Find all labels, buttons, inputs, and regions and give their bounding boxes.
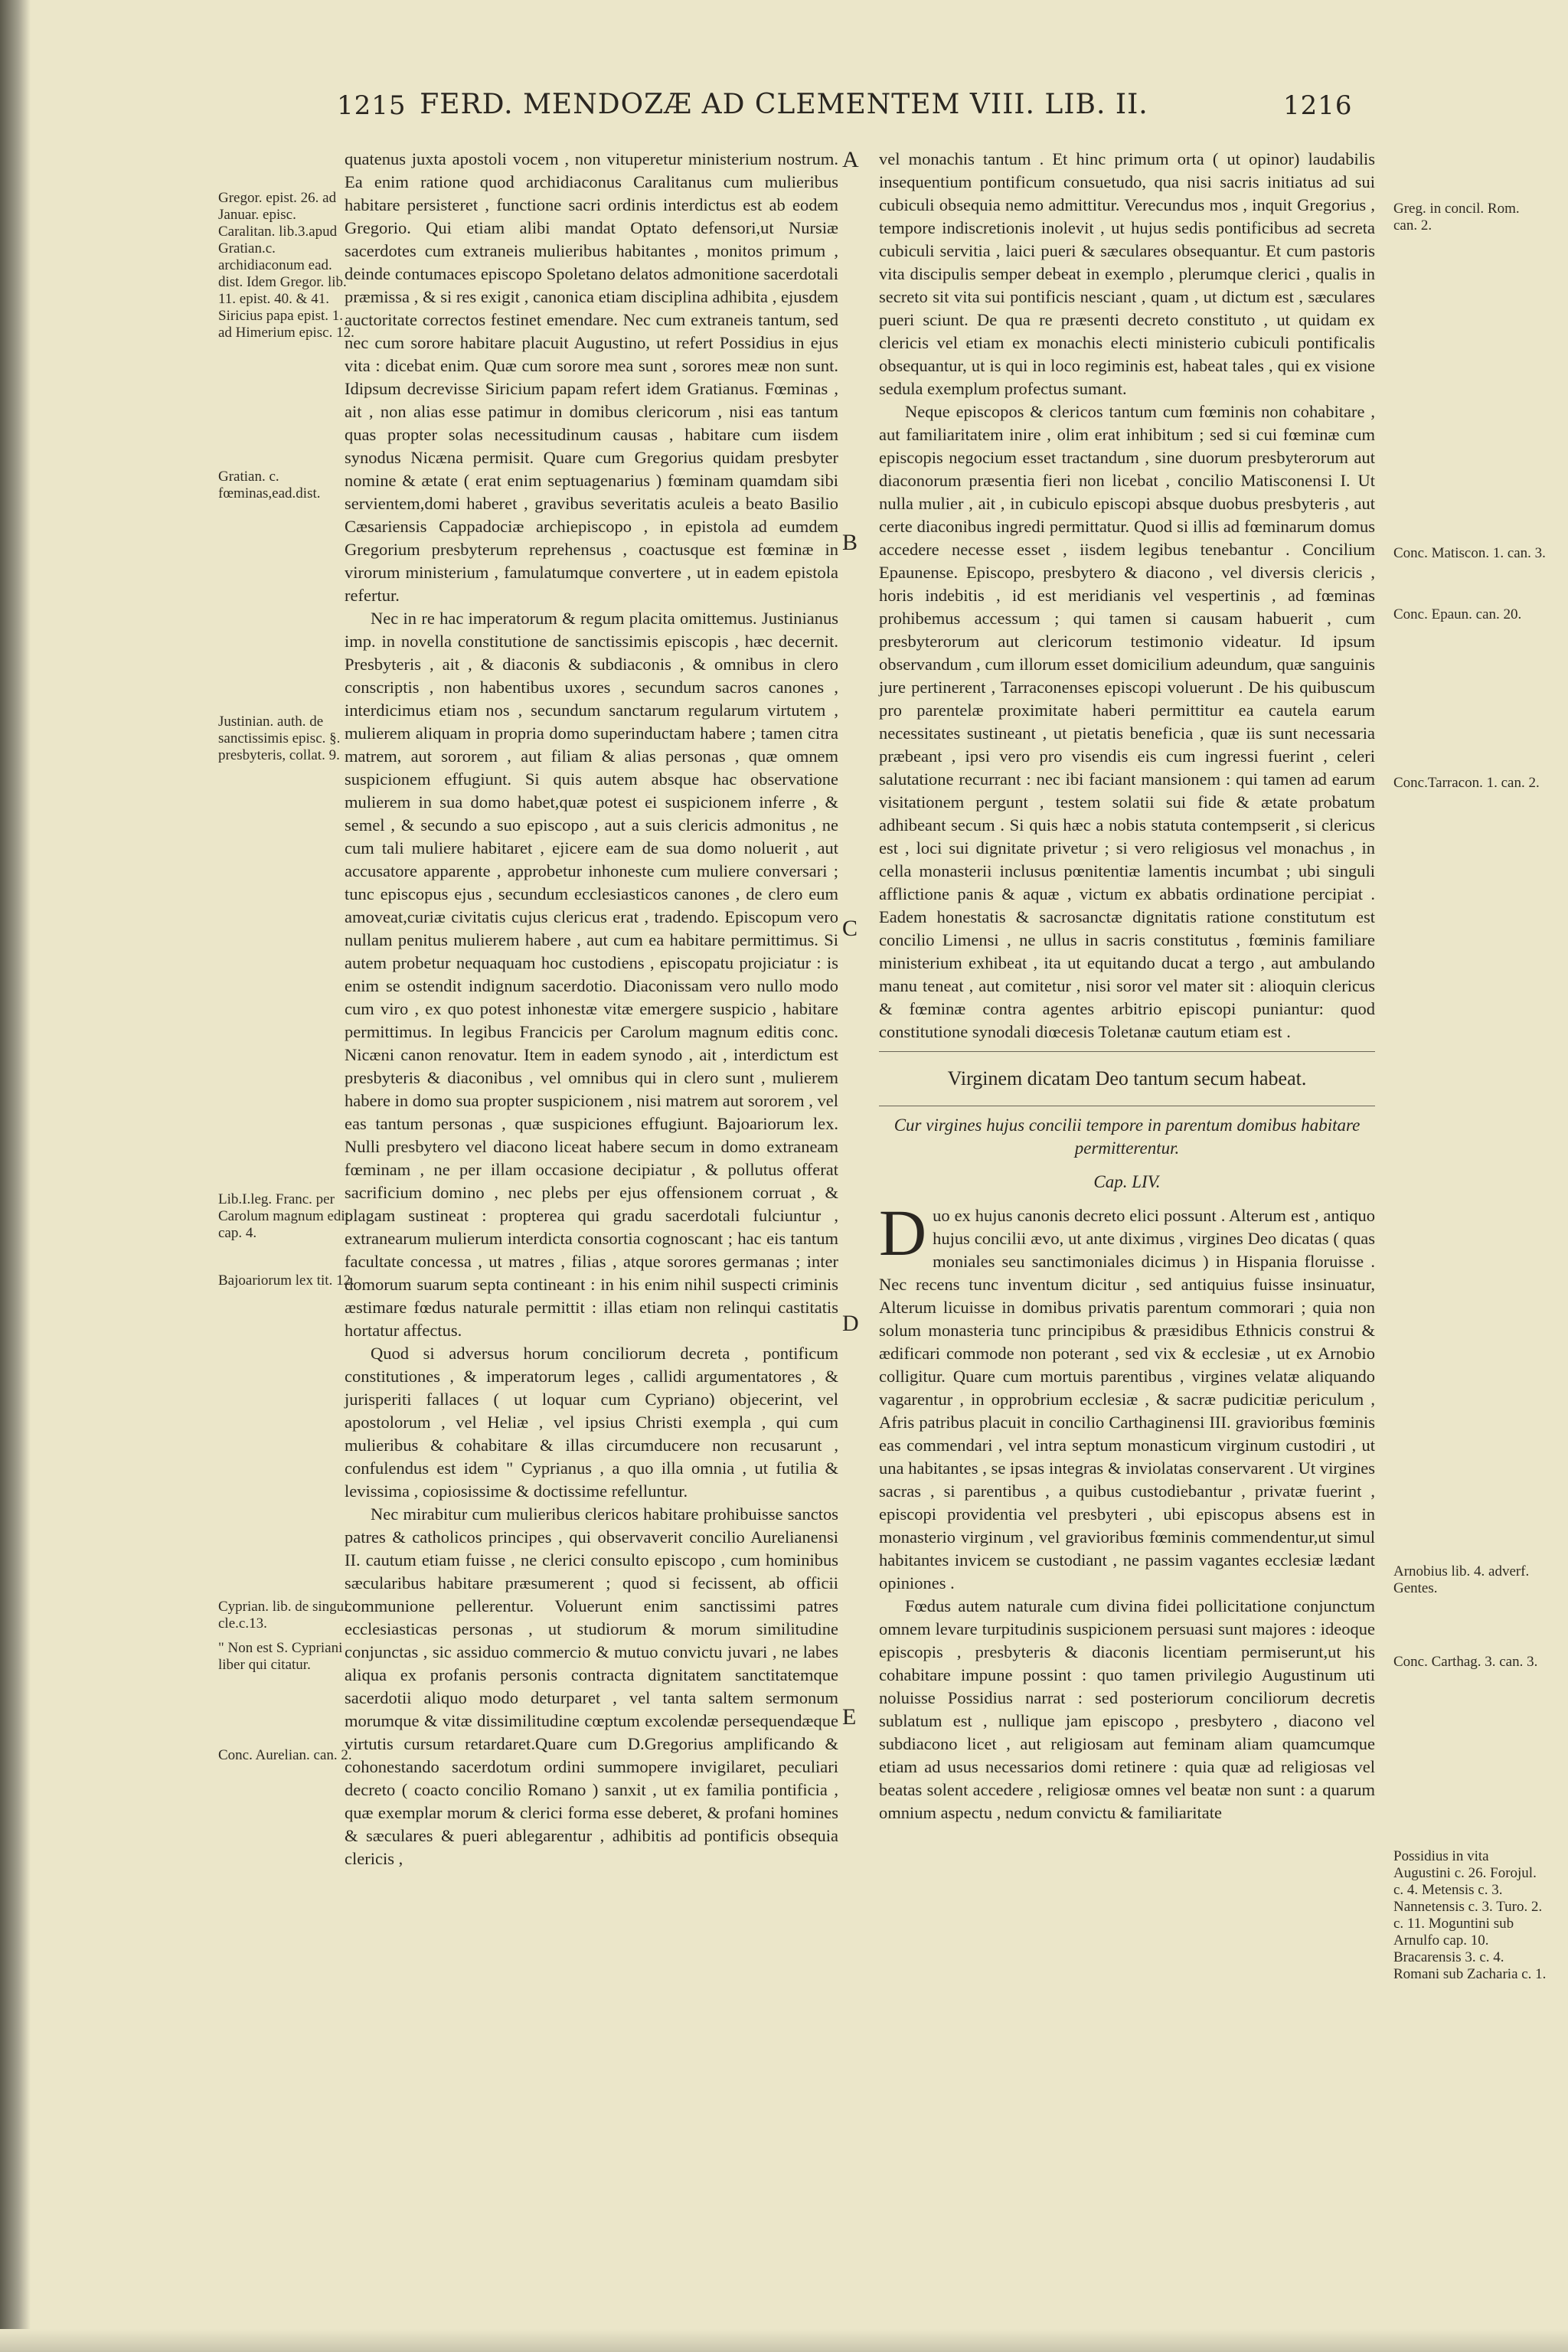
section-letter-e: E [842, 1704, 857, 1730]
paragraph: Neque episcopos & clericos tantum cum fœminis non cohabitare , aut familiaritatem inire , olim erat inhibitum ; sed si cui fœminæ cum episcopis negocium esset tractandum , sine duorum presbyterorum aut diaconorum præsentia fieri non licebat , concilio Matisconensi I. Ut nulla mulier , ait , in cubiculo episcopi absque duobus presbyteris , aut certe diaconibus ingredi permittatur. Quod si illis ad fœminarum domus accedere necesse esset , iisdem legibus tenebantur . Concilium Epaunense. Episcopo, presbytero & diacono , vel diversis clericis , horis indebitis , id est meridianis vel vespertinis , ad fœminas prohibemus accessum ; qui tamen si causam habuerit , cum presbyterorum aut clericorum testimonio videatur. Id ipsum observandum , cum illorum esset domicilium adeundum, quæ sanguinis jure pertinerent , Tarraconenses episcopi voluerunt . De his quibuscum pro parentelæ proximitate haberi permittitur ea cautela earum necessitates sustineant , ut pietatis beneficia , quæ iis sunt necessaria præbeant , ipsi vero pro visendis eis cum ingressi fuerint , celeri salutatione recurrant : nec ibi faciant mansionem : qui tamen ad earum visitationem pergunt , testem solatii sui fide & ætate probatum adhibeant secum . Si quis hæc a nobis statuta contempserit , si clericus est , loci sui dignitate privetur ; si vero religiosus vel monachus , in cella monasterii inclusus pœnitentiæ lamentis incumbat ; ubi singuli afflictione panis & aquæ , victum ex abbatis ordinatione percipiat . Eadem honestatis & sacrosanctæ dignitatis ratione constitutum est concilio Limensi , ne ullus in sacris constitutus , fœminis familiare ministerium exhibeat , ita ut equitando ducat a tergo , aut ambulando manu teneat , aut comitetur , nisi soror vel mater sit : alioquin clericus & fœminæ contra agentes arbitrio episcopi puniantur: quod constitutione synodali diœcesis Toletanæ cautum etiam est . [879, 402, 1375, 1041]
running-title: FERD. MENDOZÆ AD CLEMENTEM VIII. LIB. II. [420, 89, 1148, 120]
section-letter-d: D [842, 1311, 859, 1336]
margin-note-matiscon: Conc. Matiscon. 1. can. 3. [1393, 545, 1546, 561]
margin-note-leg-franc: Lib.I.leg. Franc. per Carolum magnum edit. cap. 4. [218, 1191, 353, 1241]
margin-note-aurelian: Conc. Aurelian. can. 2. [218, 1747, 352, 1763]
page-number-left: 1215 [337, 90, 407, 121]
margin-note-bajoariorum: Bajoariorum lex tit. 12. [218, 1272, 354, 1289]
paragraph: Nec mirabitur cum mulieribus clericos habitare prohibuisse sanctos patres & catholicos principes , qui observaverit concilio Aurelianensi II. cautum etiam fuisse , ne clerici consulto episcopo , cum hominibus sæcularibus habitare præsumerent ; quod si fecissent, ab officii communione pellerentur. Voluerunt enim sanctissimi patres ecclesiasticas personas , ut studiorum & morum similitudine conjunctas , sic assiduo commercio & mutuo convictu juvari , ne labes aliqua ex profanis personis contracta dignitatem sanctitatemque sacerdotii aliquo modo deturparet , vel tanta saltem sermonum morumque & vitæ dissimilitudine cœptum excolendæ persequendæque virtutis cursum retardaret.Quare cum D.Gregorius amplificando & cohonestando sacerdotum ordini summopere invigilaret, peculiari decreto ( coacto concilio Romano ) sanxit , ut ex familia pontificia , quæ exemplar morum & clerici forma esse deberet, & profani homines & sæculares & pueri ablegarentur , adhibitis ad pontificis obsequia clericis , [345, 1504, 838, 1868]
section-title: Virginem dicatam Deo tantum secum habeat. [947, 1067, 1307, 1089]
margin-note-epaun: Conc. Epaun. can. 20. [1393, 606, 1522, 622]
chapter-number: Cap. LIV. [1093, 1172, 1161, 1191]
margin-note-gratian: Gratian. c. fœminas,ead.dist. [218, 469, 321, 501]
drop-cap: D [879, 1196, 927, 1269]
margin-note-greg-concil: Greg. in concil. Rom. can. 2. [1393, 201, 1520, 234]
paragraph: Fœdus autem naturale cum divina fidei pollicitatione conjunctum omnem levare turpitudinis suspicionem persuasi sunt majores : ideoque episcopis , presbyteris & diaconis licentiam permiserunt,ut his cohabitare impune possint : quo tamen privilegio Augustinum uti noluisse Possidius narrat : sed posteriorum conciliorum decretis sublatum est , nullique jam episcopo , presbytero , diacono vel subdiacono licet , aut religiosam aut feminam aliam quamcumque etiam ad usus necessarios domi retinere : quia quæ ad religiosas vel beatas solent accedere , religiosæ omnes vel beatæ non sunt : a quarum omnium aspectu , nedum convictu & familiaritate [879, 1596, 1375, 1822]
paragraph: Nec in re hac imperatorum & regum placita omittemus. Justinianus imp. in novella constitutione de sanctissimis episcopis , hæc decernit. Presbyteris , ait , & diaconis & subdiaconis , & omnibus in clero conscriptis , non habentibus uxores , secundum sacros canones , interdicimus etiam nos , secundum sanctarum regularum virtutem , mulierem aliquam in propria domo superinductam habere ; tamen citra matrem, aut sororem , aut filiam & alias personas , quæ omnem suspicionem effugiunt. Si quis autem absque hac observatione mulierem in sua domo habet,quæ potest ei suspicionem inferre , & semel , & secundo a suo episcopo , aut a suis clericis admonitus , ne cum tali muliere habitaret , ejicere eam de sua domo noluerit , aut accusatore apparente , approbetur inhoneste cum muliere conversari ; tunc episcopus ejus , secundum ecclesiasticos canones , de clero eum amoveat,curiæ civitatis cujus clericus erat , tradendo. Episcopum vero nullam penitus mulierem habere , aut cum ea habitare permittimus. Si autem probetur nequaquam hoc custodiens , episcopatu projiciatur : is enim se ostendit indignum sacerdotio. Diaconissam vero nullo modo cum viro , ex quo potest inhonestæ vitæ emergere suspicio , habitare permittimus. In legibus Francicis per Carolum magnum editis conc. Nicæni canon renovatur. Item in eadem synodo , ait , interdictum est presbyteris & diaconibus , vel omnibus qui in clero sunt , mulierem habere in domo sua propter suspicionem , nisi matrem aut sororem , vel eas tantum personas , quæ suspiciones effugiunt. Bajoariorum lex. Nulli presbytero vel diacono liceat habere secum in domo extraneam fœminam , ne per illam occasione decipiatur , & pollutus offerat sacrificium domino , nec plebs per ejus offensionem corruat , & plagam sustineat : propterea qui gradu sacerdotali fulciuntur , extranearum mulierum interdicta consortia cognoscant ; hac eis tantum facultate concessa , ut matres , filias , atque sorores germanas ; inter domorum suarum septa contineant : in his enim nihil suspecti criminis æstimare fœdus naturale permittit : illas etiam non relinqui castitatis hortatur affectus. [345, 609, 838, 1340]
right-text-column [879, 148, 1375, 1824]
margin-note-cyprian: Cyprian. lib. de singul. cle.c.13. [218, 1599, 352, 1632]
margin-note-possidius: Possidius in vita Augustini c. 26. Forojul. c. 4. Metensis c. 3. Nannetensis c. 3. Turo. 2. c. 11. Moguntini sub Arnulfo cap. 10. Bracarensis 3. c. 4. Romani sub Zacharia c. 1. [1393, 1848, 1547, 1982]
margin-note-justinian: Justinian. auth. de sanctissimis episc. §. presbyteris, collat. 9. [218, 714, 341, 763]
margin-note-carthag: Conc. Carthag. 3. can. 3. [1393, 1654, 1538, 1670]
left-text-column [345, 148, 838, 1870]
margin-note-non-est: " Non est S. Cypriani liber qui citatur. [218, 1640, 343, 1673]
section-letter-b: B [842, 530, 858, 555]
paragraph: Quod si adversus horum conciliorum decreta , pontificum constitutiones , & imperatorum leges , callidi argumentatores , & jurisperiti fallaces ( ut loquar cum Cypriano) objecerint, vel apostolorum , vel Heliæ , vel ipsius Christi exempla , qui cum mulieribus & cohabitare & illas circumducere non recusarunt , confulendus est idem " Cyprianus , a quo illa omnia , ut futilia & levissima , copiosissime & doctissime refelluntur. [345, 1344, 838, 1501]
running-header [0, 90, 1568, 136]
section-letter-c: C [842, 916, 858, 941]
margin-note-gregor: Gregor. epist. 26. ad Januar. episc. Caralitan. lib.3.apud Gratian.c. archidiaconum ead. dist. Idem Gregor. lib. 11. epist. 40. & 41. Siricius papa epist. 1. ad Himerium episc. 12. [218, 190, 354, 341]
section-letter-a: A [842, 147, 859, 172]
book-gutter [0, 0, 31, 2352]
paragraph: vel monachis tantum . Et hinc primum orta ( ut opinor) laudabilis insequentium pontificum consuetudo, qua nisi sacris initiatus ad sui cubiculi obsequia nemo admittitur. Verecundus mos , inquit Gregorius , tempore indiscretionis inolevit , ut hujus sedis pontificibus ad secreta cubiculi servitia , laici pueri & sæculares obsequantur. Et cum pastoris vita discipulis semper debeat in exemplo , plerumque clerici , qualis in secreto sit vita sui pontificis nesciant , quam , ut dictum est , sæculares pueri sciunt. De qua re præsenti decreto constituto , ut quidam ex clericis vel etiam ex monachis electi ministerio cubiculi pontificalis obsequantur, ut is qui in loco regiminis est, habeat tales , qui ex visione sedula exemplum profectus sumant. [879, 149, 1375, 398]
margin-note-arnobius: Arnobius lib. 4. adverf. Gentes. [1393, 1563, 1530, 1596]
paragraph: quatenus juxta apostoli vocem , non vituperetur ministerium nostrum. Ea enim ratione quod archidiaconus Caralitanus cum mulieribus habitare persisteret , functione sacri ordinis interdictus est ab eodem Gregorio. Qui etiam alibi mandat Optato defensori,ut Nursiæ sacerdotes cum extraneis mulieribus habitantes , monitos primum , deinde contumaces episcopo Spoletano delatos admonitione sacerdotali præmissa , & si res exigit , canonica etiam disciplina adhibita , ejusdem auctoritate correctos festinet emendare. Nec cum extraneis tantum, sed nec cum sorore habitare placuit Augustino, ut refert Possidius in ejus vita : dicebat enim. Quæ cum sorore mea sunt , sorores meæ non sunt. Idipsum decrevisse Siricium papam refert idem Gratianus. Fœminas , ait , non alias esse patimur in domibus clericorum , nisi eas tantum quas propter solas necessitudinum causas , habitare cum iisdem synodus Nicæna permisit. Quare cum Gregorius quidam presbyter nomine & ætate ( erat enim septuagenarius ) fœminam quamdam sibi servientem,domi haberet , gravibus severitatis aculeis a beato Basilio Cæsariensis Cappadociæ archiepiscopo , in epistola ad eumdem Gregorium presbyterum reprehensus , coactusque est fœminæ in virorum ministerium , famulatumque convertere , ut in eadem epistola refertur. [345, 149, 838, 605]
chapter-subtitle: Cur virgines hujus concilii tempore in parentum domibus habitare permitterentur. [893, 1116, 1361, 1158]
margin-note-tarracon: Conc.Tarracon. 1. can. 2. [1393, 775, 1540, 791]
page-edge [0, 2329, 1568, 2352]
divider [879, 1051, 1375, 1052]
paragraph [879, 1196, 1375, 1595]
page-number-right: 1216 [1283, 90, 1353, 121]
paragraph-text: uo ex hujus canonis decreto elici possunt . Alterum est , antiquo hujus concilii ævo, ut ante diximus , virgines Deo dicatas ( quas moniales seu sanctimoniales dicimus ) in Hispania floruisse . Nec recens tunc inventum dicitur , sed antiquius fuisse insinuatur, Alterum licuisse in domibus privatis parentum commorari ; quia non solum monasteria tunc principibus & præsidibus Ethnicis construi & ædificari commode non poterant , sed vix & ecclesiæ , ut ex Arnobio colligitur. Quare cum mortuis parentibus , virgines velatæ aliquando vagarentur , in opprobrium ecclesiæ , & sacræ pudicitiæ periculum , Afris patribus placuit in concilio Carthaginensi III. gravioribus fœminis eas commendari , vel intra septum monasticum virginum custodiri , ut una habitantes , se ipsas integras & inviolatas conservarent . Ut virgines sacras , si parentibus , a quibus custodiebantur , privatæ fuerint , episcopi providentia vel presbyteri , ubi episcopus absens est in monasterio virginum , vel gravioribus fœminis commendentur,ut simul habitantes invicem se custodiant , ne passim vagantes ecclesiæ lædant opiniones . [879, 1206, 1375, 1592]
